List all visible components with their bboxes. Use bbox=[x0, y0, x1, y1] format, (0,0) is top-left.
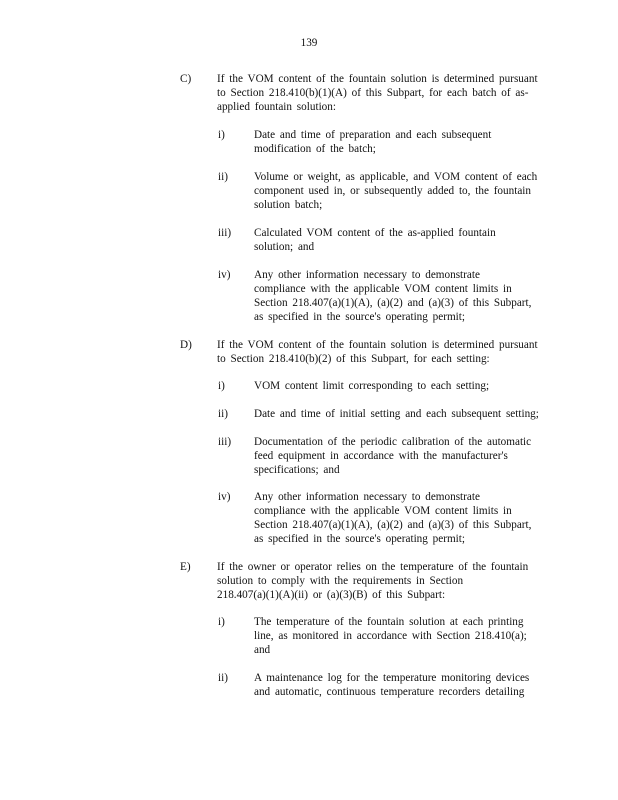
text-line: solution batch; bbox=[254, 199, 323, 211]
subitem-text bbox=[254, 226, 540, 254]
subitem-text bbox=[254, 407, 540, 421]
subitem-label: ii) bbox=[218, 408, 228, 420]
text-line: Date and time of initial setting and each subsequent setting; bbox=[254, 408, 539, 420]
text-line: Any other information necessary to demonstrate bbox=[254, 491, 480, 503]
text-line: compliance with the applicable VOM content limits in bbox=[254, 283, 512, 295]
item-label: E) bbox=[180, 561, 191, 573]
item-text bbox=[217, 560, 535, 602]
subitem-text bbox=[254, 615, 540, 657]
text-line: modification of the batch; bbox=[254, 143, 376, 155]
text-line: VOM content limit corresponding to each setting; bbox=[254, 380, 490, 392]
text-line: Calculated VOM content of the as-applied fountain bbox=[254, 227, 496, 239]
subitem-label: i) bbox=[218, 616, 225, 628]
text-line: Any other information necessary to demonstrate bbox=[254, 269, 480, 281]
text-line: Section 218.407(a)(1)(A), (a)(2) and (a)(3) of this Subpart, bbox=[254, 297, 532, 309]
subitem-label: ii) bbox=[218, 672, 228, 684]
text-line: compliance with the applicable VOM content limits in bbox=[254, 505, 512, 517]
subitem-label: iv) bbox=[218, 269, 231, 281]
text-line: and bbox=[254, 644, 271, 656]
subitem-label: i) bbox=[218, 129, 225, 141]
text-line: A maintenance log for the temperature monitoring devices bbox=[254, 672, 530, 684]
text-line: as specified in the source's operating permit; bbox=[254, 311, 465, 323]
item-label: C) bbox=[180, 73, 192, 85]
text-line: applied fountain solution: bbox=[217, 101, 336, 113]
subitem-text bbox=[254, 268, 540, 324]
text-line: Date and time of preparation and each subsequent bbox=[254, 129, 492, 141]
text-line: solution; and bbox=[254, 241, 315, 253]
text-line: as specified in the source's operating permit; bbox=[254, 533, 465, 545]
subitem-label: iii) bbox=[218, 436, 232, 448]
text-line: specifications; and bbox=[254, 464, 340, 476]
item-text bbox=[217, 338, 538, 366]
page-number: 139 bbox=[300, 37, 318, 49]
subitem-text bbox=[254, 170, 540, 212]
text-line: component used in, or subsequently added to, the fountain bbox=[254, 185, 531, 197]
subitem-label: iv) bbox=[218, 491, 231, 503]
text-line: to Section 218.410(b)(2) of this Subpart, for each setting: bbox=[217, 353, 490, 365]
subitem-label: i) bbox=[218, 380, 225, 392]
subitem-text bbox=[254, 379, 540, 393]
subitem-label: ii) bbox=[218, 171, 228, 183]
item-label: D) bbox=[180, 339, 192, 351]
text-line: to Section 218.410(b)(1)(A) of this Subpart, for each batch of as- bbox=[217, 87, 529, 99]
text-line: solution to comply with the requirements in Section bbox=[217, 575, 464, 587]
text-line: Section 218.407(a)(1)(A), (a)(2) and (a)(3) of this Subpart, bbox=[254, 519, 532, 531]
item-text bbox=[217, 72, 538, 114]
subitem-text bbox=[254, 435, 540, 477]
text-line: Volume or weight, as applicable, and VOM content of each bbox=[254, 171, 538, 183]
subitem-label: iii) bbox=[218, 227, 232, 239]
text-line: 218.407(a)(1)(A)(ii) or (a)(3)(B) of this Subpart: bbox=[217, 589, 446, 601]
text-line: line, as monitored in accordance with Section 218.410(a); bbox=[254, 630, 527, 642]
text-line: If the VOM content of the fountain solution is determined pursuant bbox=[217, 73, 538, 85]
text-line: feed equipment in accordance with the manufacturer's bbox=[254, 450, 508, 462]
subitem-text bbox=[254, 671, 540, 699]
subitem-text bbox=[254, 490, 540, 546]
subitem-text bbox=[254, 128, 540, 156]
text-line: and automatic, continuous temperature recorders detailing bbox=[254, 686, 525, 698]
text-line: The temperature of the fountain solution at each printing bbox=[254, 616, 524, 628]
text-line: If the owner or operator relies on the temperature of the fountain bbox=[217, 561, 529, 573]
text-line: If the VOM content of the fountain solution is determined pursuant bbox=[217, 339, 538, 351]
text-line: Documentation of the periodic calibration of the automatic bbox=[254, 436, 532, 448]
